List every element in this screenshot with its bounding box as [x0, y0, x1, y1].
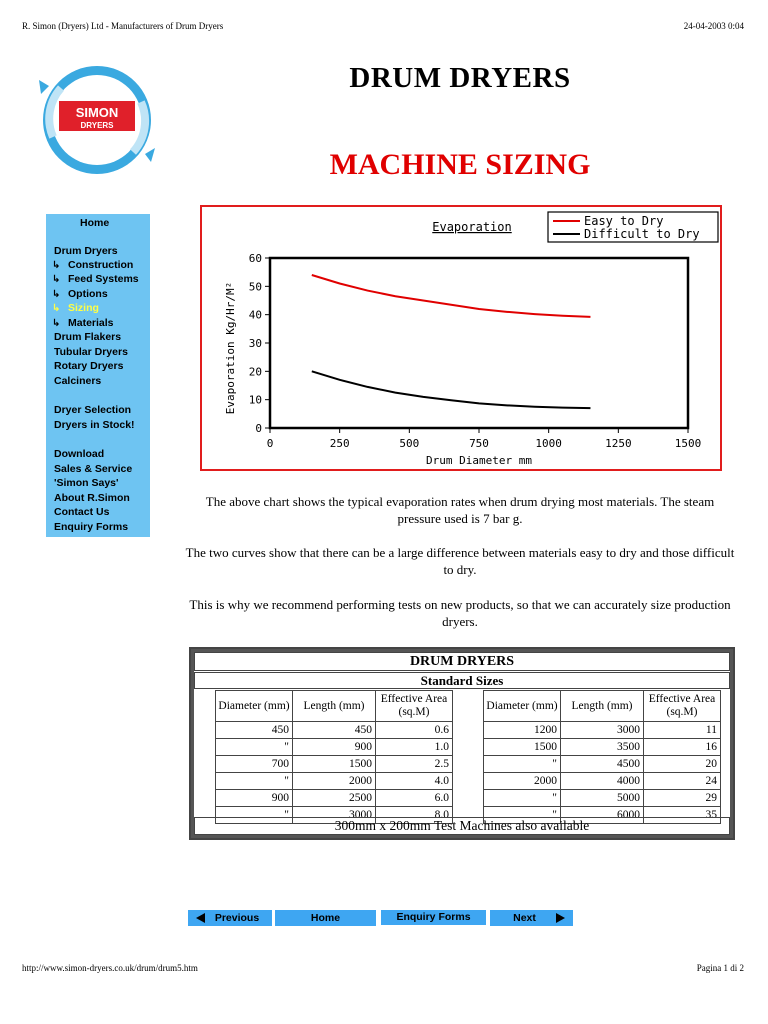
sub-arrow-icon: ↳ — [52, 274, 61, 285]
table-cell: 8.0 — [376, 807, 453, 824]
table-cell: 11 — [644, 722, 721, 739]
nav-item-sales-service[interactable]: Sales & Service — [54, 463, 133, 475]
nav-subitem-options[interactable] — [52, 288, 108, 300]
sizes-table-left — [215, 690, 453, 824]
print-header-left: R. Simon (Dryers) Ltd - Manufacturers of Drum Dryers — [22, 21, 224, 31]
nav-item-label: Feed Systems — [68, 273, 139, 285]
sub-arrow-icon: ↳ — [52, 318, 61, 329]
table-cell: 0.6 — [376, 722, 453, 739]
table-cell: 1500 — [484, 739, 561, 756]
table-cell: 4.0 — [376, 773, 453, 790]
previous-button-label: Previous — [214, 912, 260, 924]
x-axis-label: Drum Diameter mm — [426, 454, 532, 467]
y-tick-label: 20 — [248, 365, 262, 379]
nav-subitem-feed-systems[interactable] — [52, 273, 139, 285]
legend-label: Difficult to Dry — [584, 227, 700, 241]
table-cell: 2000 — [293, 773, 376, 790]
table-header-area: Effective Area (sq.M) — [376, 691, 453, 722]
logo-text-dryers: DRYERS — [80, 121, 114, 130]
nav-item-download[interactable]: Download — [54, 448, 105, 460]
table-cell: " — [216, 773, 293, 790]
nav-item-dryer-selection[interactable]: Dryer Selection — [54, 404, 132, 416]
logo-text-simon: SIMON — [75, 105, 119, 120]
print-header-date: 24-04-2003 0:04 — [683, 21, 744, 31]
table-cell: " — [484, 790, 561, 807]
nav-item-enquiry-forms[interactable]: Enquiry Forms — [54, 521, 129, 533]
table-row — [484, 739, 721, 756]
y-tick-label: 0 — [255, 422, 262, 435]
y-axis-label: Evaporation Kg/Hr/M² — [224, 281, 237, 415]
nav-item-label: Construction — [68, 259, 134, 271]
sub-arrow-icon: ↳ — [52, 289, 61, 300]
nav-item-dryers-in-stock[interactable]: Dryers in Stock! — [54, 419, 135, 431]
table-row — [484, 773, 721, 790]
table-row — [216, 722, 453, 739]
legend-label: Easy to Dry — [584, 214, 664, 228]
table-cell: 3500 — [561, 739, 644, 756]
table-cell: 6.0 — [376, 790, 453, 807]
arrow-left-icon — [196, 913, 205, 923]
nav-item-contact-us[interactable]: Contact Us — [54, 506, 110, 518]
table-cell: 1.0 — [376, 739, 453, 756]
table-cell: 24 — [644, 773, 721, 790]
series-line-difficult-to-dry — [312, 371, 591, 408]
sizes-table-right — [483, 690, 721, 824]
table-row — [216, 756, 453, 773]
table-cell: " — [216, 739, 293, 756]
home-button-label: Home — [310, 912, 341, 924]
nav-subitem-sizing[interactable] — [52, 302, 99, 314]
standard-sizes-table — [189, 647, 735, 840]
table-row — [484, 756, 721, 773]
nav-home[interactable]: Home — [80, 217, 110, 229]
table-cell: 2.5 — [376, 756, 453, 773]
y-tick-label: 10 — [248, 393, 262, 407]
logo-graphic — [33, 62, 165, 182]
chart-title: Evaporation — [432, 220, 512, 234]
enquiry-button-label: Enquiry Forms — [396, 911, 471, 923]
nav-item-label: Sizing — [68, 302, 99, 314]
table-cell: 4500 — [561, 756, 644, 773]
table-row — [216, 773, 453, 790]
chart-svg — [202, 207, 720, 469]
table-header-diameter: Diameter (mm) — [216, 691, 293, 722]
print-footer-page: Pagina 1 di 2 — [696, 963, 744, 973]
simon-dryers-logo[interactable] — [33, 62, 165, 182]
table-cell: 5000 — [561, 790, 644, 807]
y-tick-label: 60 — [248, 252, 262, 265]
nav-subitem-materials[interactable] — [52, 317, 114, 329]
table-cell: " — [484, 756, 561, 773]
page-title: DRUM DRYERS — [349, 62, 571, 94]
table-row — [216, 739, 453, 756]
table-cell: 900 — [293, 739, 376, 756]
table-cell: 3000 — [293, 807, 376, 824]
paragraph-tests: This is why we recommend performing tests on new products, so that we can accurately size production dryers. — [189, 597, 731, 629]
next-button-label: Next — [513, 912, 536, 924]
nav-item-label: Options — [68, 288, 108, 300]
table-cell: 2500 — [293, 790, 376, 807]
table-cell: 900 — [216, 790, 293, 807]
nav-item-calciners[interactable]: Calciners — [54, 375, 102, 387]
nav-item-simon-says[interactable]: 'Simon Says' — [54, 477, 119, 489]
table-header-length: Length (mm) — [561, 691, 644, 722]
nav-subitem-construction[interactable] — [52, 259, 133, 271]
table-cell: 16 — [644, 739, 721, 756]
nav-item-rotary-dryers[interactable]: Rotary Dryers — [54, 360, 124, 372]
previous-button[interactable] — [188, 910, 272, 926]
table-subtitle: Standard Sizes — [194, 672, 730, 689]
arrow-right-icon — [556, 913, 565, 923]
table-cell: 1200 — [484, 722, 561, 739]
sub-arrow-icon: ↳ — [52, 303, 61, 314]
table-cell: 450 — [293, 722, 376, 739]
x-tick-label: 1000 — [535, 437, 562, 450]
page-subtitle: MACHINE SIZING — [329, 148, 591, 181]
x-tick-label: 1500 — [674, 437, 702, 450]
x-tick-label: 750 — [469, 437, 489, 450]
home-button[interactable] — [275, 910, 376, 926]
next-button[interactable] — [490, 910, 573, 926]
x-tick-label: 500 — [399, 437, 420, 450]
table-cell: 1500 — [293, 756, 376, 773]
nav-item-label: Materials — [68, 317, 114, 329]
y-tick-label: 30 — [248, 337, 262, 350]
table-title: DRUM DRYERS — [194, 652, 730, 671]
paragraph-curves: The two curves show that there can be a large difference between materials easy to dry and those difficult to dry. — [185, 545, 735, 577]
y-tick-label: 50 — [248, 280, 262, 294]
table-cell: 4000 — [561, 773, 644, 790]
table-cell: " — [216, 807, 293, 824]
enquiry-forms-button[interactable] — [381, 910, 486, 925]
table-cell: 29 — [644, 790, 721, 807]
table-cell: " — [484, 807, 561, 824]
paragraph-chart-explanation: The above chart shows the typical evaporation rates when drum drying most materials. The steam pressure used is 7 bar g. — [205, 494, 715, 526]
nav-item-about-r-simon[interactable]: About R.Simon — [54, 492, 130, 504]
sub-arrow-icon: ↳ — [52, 260, 61, 271]
table-row — [216, 790, 453, 807]
table-cell: 20 — [644, 756, 721, 773]
nav-item-drum-dryers[interactable]: Drum Dryers — [54, 245, 118, 257]
table-footer-note: 300mm x 200mm Test Machines also available — [194, 817, 730, 835]
table-cell: 6000 — [561, 807, 644, 824]
table-cell: 2000 — [484, 773, 561, 790]
x-tick-label: 0 — [266, 437, 274, 450]
y-tick-label: 40 — [248, 308, 262, 322]
sidebar-nav — [46, 214, 150, 537]
x-tick-label: 250 — [329, 437, 350, 450]
nav-item-tubular-dryers[interactable]: Tubular Dryers — [54, 346, 128, 358]
table-row — [484, 722, 721, 739]
table-cell: 3000 — [561, 722, 644, 739]
table-cell: 35 — [644, 807, 721, 824]
table-header-diameter: Diameter (mm) — [484, 691, 561, 722]
table-cell: 450 — [216, 722, 293, 739]
x-tick-label: 1250 — [605, 437, 632, 450]
series-line-easy-to-dry — [312, 275, 591, 317]
table-header-area: Effective Area (sq.M) — [644, 691, 721, 722]
evaporation-chart — [200, 205, 722, 471]
table-row — [484, 790, 721, 807]
table-cell: 700 — [216, 756, 293, 773]
print-footer-url: http://www.simon-dryers.co.uk/drum/drum5.htm — [22, 963, 198, 973]
nav-item-drum-flakers[interactable]: Drum Flakers — [54, 331, 122, 343]
table-header-length: Length (mm) — [293, 691, 376, 722]
